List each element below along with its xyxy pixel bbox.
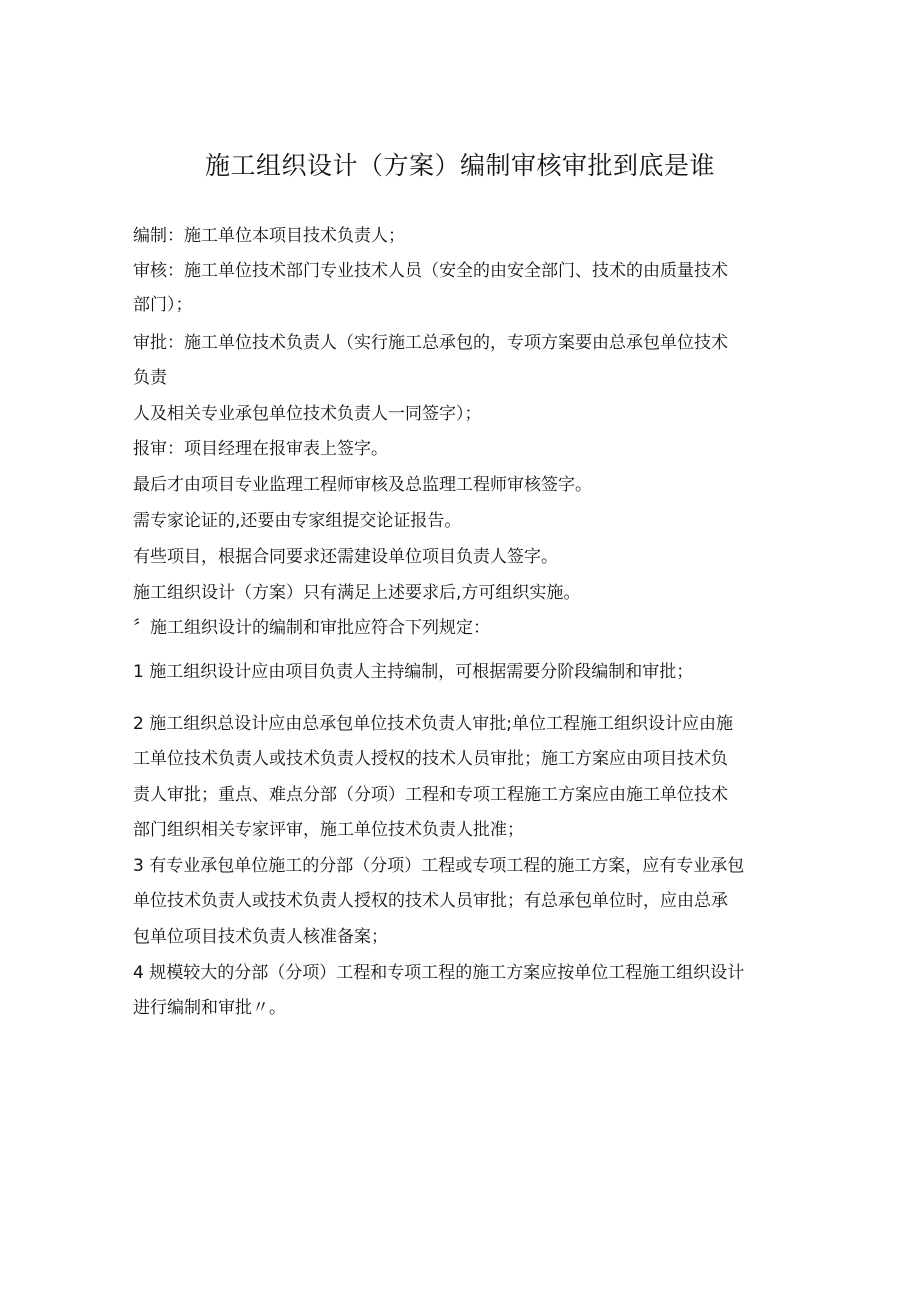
rule-4-line: 进行编制和审批〃。 [133,998,286,1018]
rule-2-line: 部门组织相关专家评审，施工单位技术负责人批准； [133,820,524,840]
text-line-approver-cont2: 人及相关专业承包单位技术负责人一同签字）； [133,404,482,424]
text-line-submission: 报审：项目经理在报审表上签字。 [133,439,388,459]
text-line-implementation: 施工组织设计（方案）只有满足上述要求后,方可组织实施。 [133,583,581,603]
rule-2-line: 2 施工组织总设计应由总承包单位技术负责人审批;单位工程施工组织设计应由施 [133,714,733,734]
text-line-rules-intro: 〞施工组织设计的编制和审批应符合下列规定： [133,618,490,638]
document-title: 施工组织设计（方案）编制审核审批到底是谁 [204,151,715,180]
rule-2-line: 工单位技术负责人或技术负责人授权的技术人员审批；施工方案应由项目技术负 [133,749,728,769]
text-line-approver-cont: 负责 [133,368,167,388]
text-line-editor: 编制：施工单位本项目技术负责人； [133,226,405,246]
text-line-reviewer: 审核：施工单位技术部门专业技术人员（安全的由安全部门、技术的由质量技术 [133,261,728,281]
text-line-approver: 审批：施工单位技术负责人（实行施工总承包的，专项方案要由总承包单位技术 [133,333,728,353]
text-line-reviewer-cont: 部门）； [133,295,193,315]
text-line-contract: 有些项目，根据合同要求还需建设单位项目负责人签字。 [133,547,558,567]
text-line-supervisor: 最后才由项目专业监理工程师审核及总监理工程师审核签字。 [133,475,592,495]
rule-2-line: 责人审批；重点、难点分部（分项）工程和专项工程施工方案应由施工单位技术 [133,785,728,805]
rule-4-line: 4 规模较大的分部（分项）工程和专项工程的施工方案应按单位工程施工组织设计 [133,963,745,983]
rule-3-line: 包单位项目技术负责人核准备案； [133,927,388,947]
rule-3-line: 单位技术负责人或技术负责人授权的技术人员审批；有总承包单位时，应由总承 [133,891,728,911]
rule-3-line: 3 有专业承包单位施工的分部（分项）工程或专项工程的施工方案，应有专业承包 [133,856,745,876]
text-line-expert: 需专家论证的,还要由专家组提交论证报告。 [133,511,462,531]
rule-1-line: 1 施工组织设计应由项目负责人主持编制，可根据需要分阶段编制和审批； [133,662,694,682]
